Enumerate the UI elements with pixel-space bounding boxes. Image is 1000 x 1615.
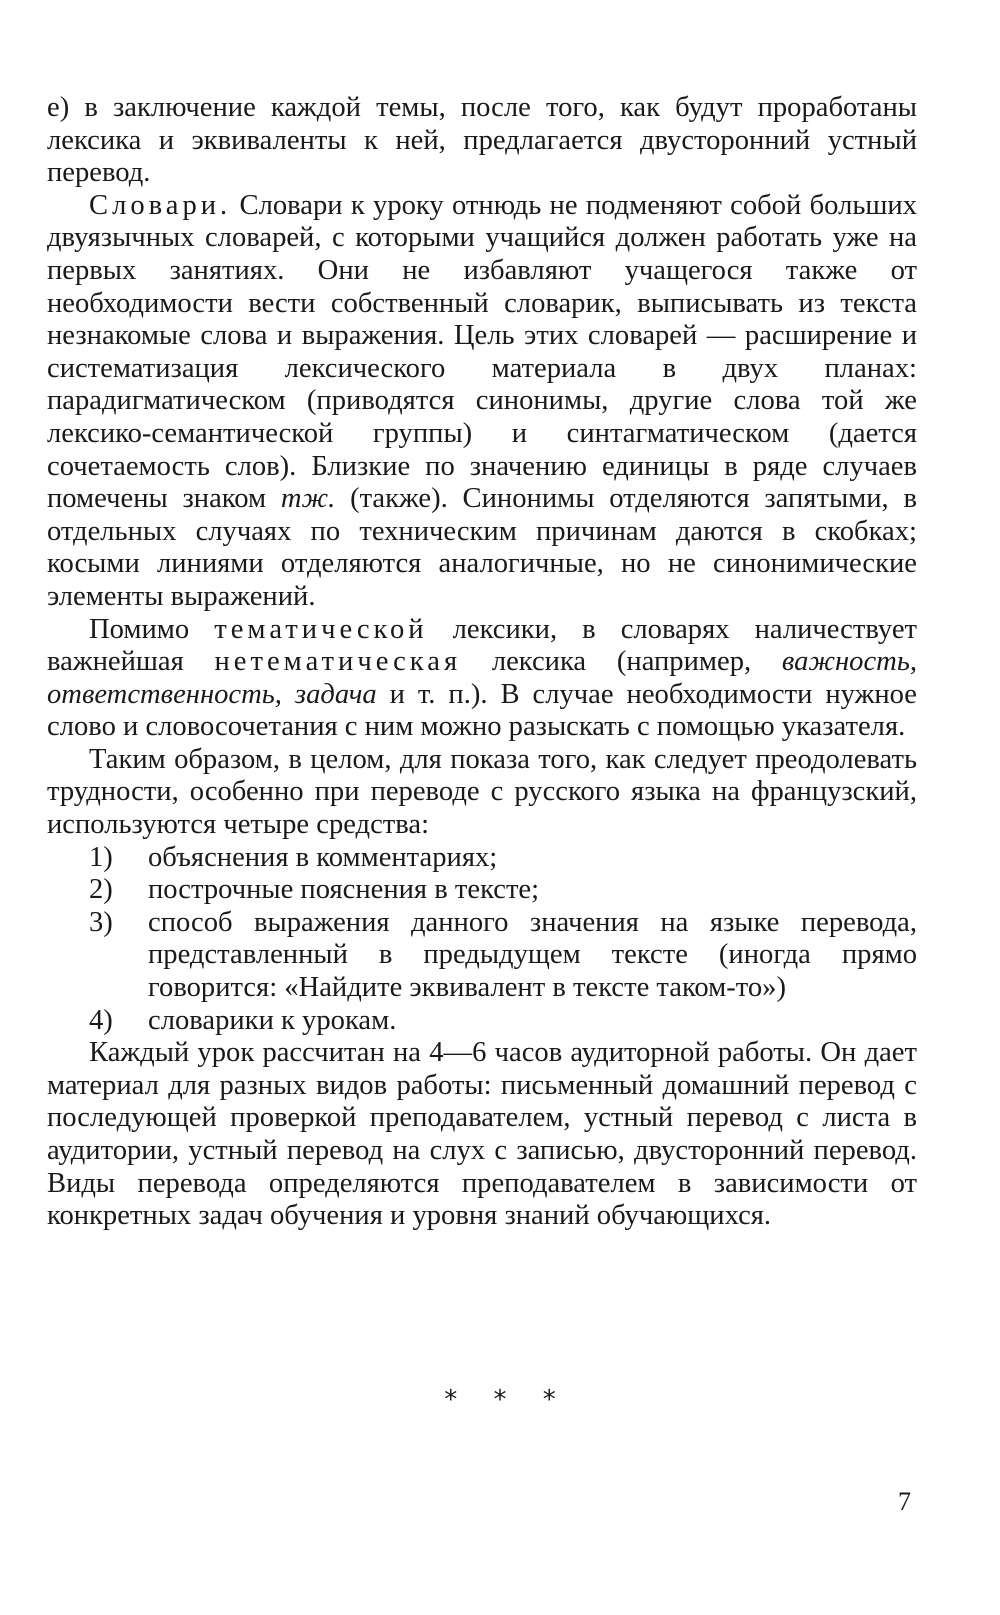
paragraph-thematic-lexicon <box>47 614 917 744</box>
term-thematic: тематической <box>214 613 428 645</box>
dictionaries-text-rest: (также). Синонимы отделяются запятыми, в отдельных случаях по техническим причинам даются в скобках; косыми линиями отделяются аналогичные, но не синонимические элементы выражений. <box>47 483 917 612</box>
thematic-text-a: Помимо <box>89 613 215 645</box>
examples-italic: важность, ответственность, задача <box>47 646 917 710</box>
list-item-number: 3) <box>89 906 113 938</box>
list-item-text: способ выражения данного значения на языке перевода, представленный в предыдущем тексте (иногда прямо говорится: «Найдите эквивалент в тексте таком-то») <box>148 906 917 1004</box>
paragraph-lesson-hours: Каждый урок рассчитан на 4—6 часов аудиторной работы. Он дает материал для разных видов работы: письменный домашний перевод с последующей проверкой преподавателем, устный перевод с листа в аудитории, устный перевод на слух с записью, двусторонний перевод. Виды перевода определяются преподавателем в зависимости от конкретных задач обучения и уровня знаний обучающихся. <box>47 1037 917 1232</box>
list-item-text: словарики к урокам. <box>148 1004 397 1036</box>
page-body <box>47 92 917 1233</box>
means-list <box>47 842 917 1038</box>
list-item <box>47 874 917 907</box>
thematic-text-c: лексика (например, <box>461 646 782 678</box>
list-item-number: 1) <box>89 841 113 873</box>
dictionaries-heading: Словари. <box>89 189 232 221</box>
abbreviation-tzh: тж. <box>280 483 336 515</box>
list-item <box>47 842 917 875</box>
list-item-text: построчные пояснения в тексте; <box>148 874 540 906</box>
paragraph-summary: Таким образом, в целом, для показа того, как следует преодолевать трудности, особенно при переводе с русского языка на французский, используются четыре средства: <box>47 743 917 841</box>
paragraph-dictionaries <box>47 190 917 614</box>
list-item-number: 4) <box>89 1004 113 1036</box>
list-item-text: объяснения в комментариях; <box>148 841 498 873</box>
thematic-text-d: и т. п.). В случае необходимости нужное слово и словосочетания с ним можно разыскать с помощью указателя. <box>47 678 917 743</box>
list-item <box>47 907 917 1005</box>
page-number: 7 <box>898 1487 911 1516</box>
list-item <box>47 1005 917 1038</box>
dictionaries-text: Словари к уроку отнюдь не подменяют собой больших двуязычных словарей, с которыми учащийся должен работать уже на первых занятиях. Они не избавляют учащегося также от необходимости вести собственный словарик, выписывать из текста незнакомые слова и выражения. Цель этих словарей — расширение и систематизация лексического материала в двух планах: парадигматическом (приводятся синонимы, другие слова той же лексико-семантической группы) и синтагматическом (дается сочетаемость слов). Близкие по значению единицы в ряде случаев помечены знаком <box>47 189 917 515</box>
term-nonthematic: нетематическая <box>214 646 462 678</box>
section-separator: * * * <box>444 1385 556 1415</box>
paragraph-item-e: е) в заключение каждой темы, после того, как будут проработаны лексика и эквиваленты к ней, предлагается двусторонний устный перевод. <box>47 92 917 189</box>
list-item-number: 2) <box>89 874 113 906</box>
thematic-text-b: лексики, в словарях наличествует важнейшая <box>47 613 918 678</box>
